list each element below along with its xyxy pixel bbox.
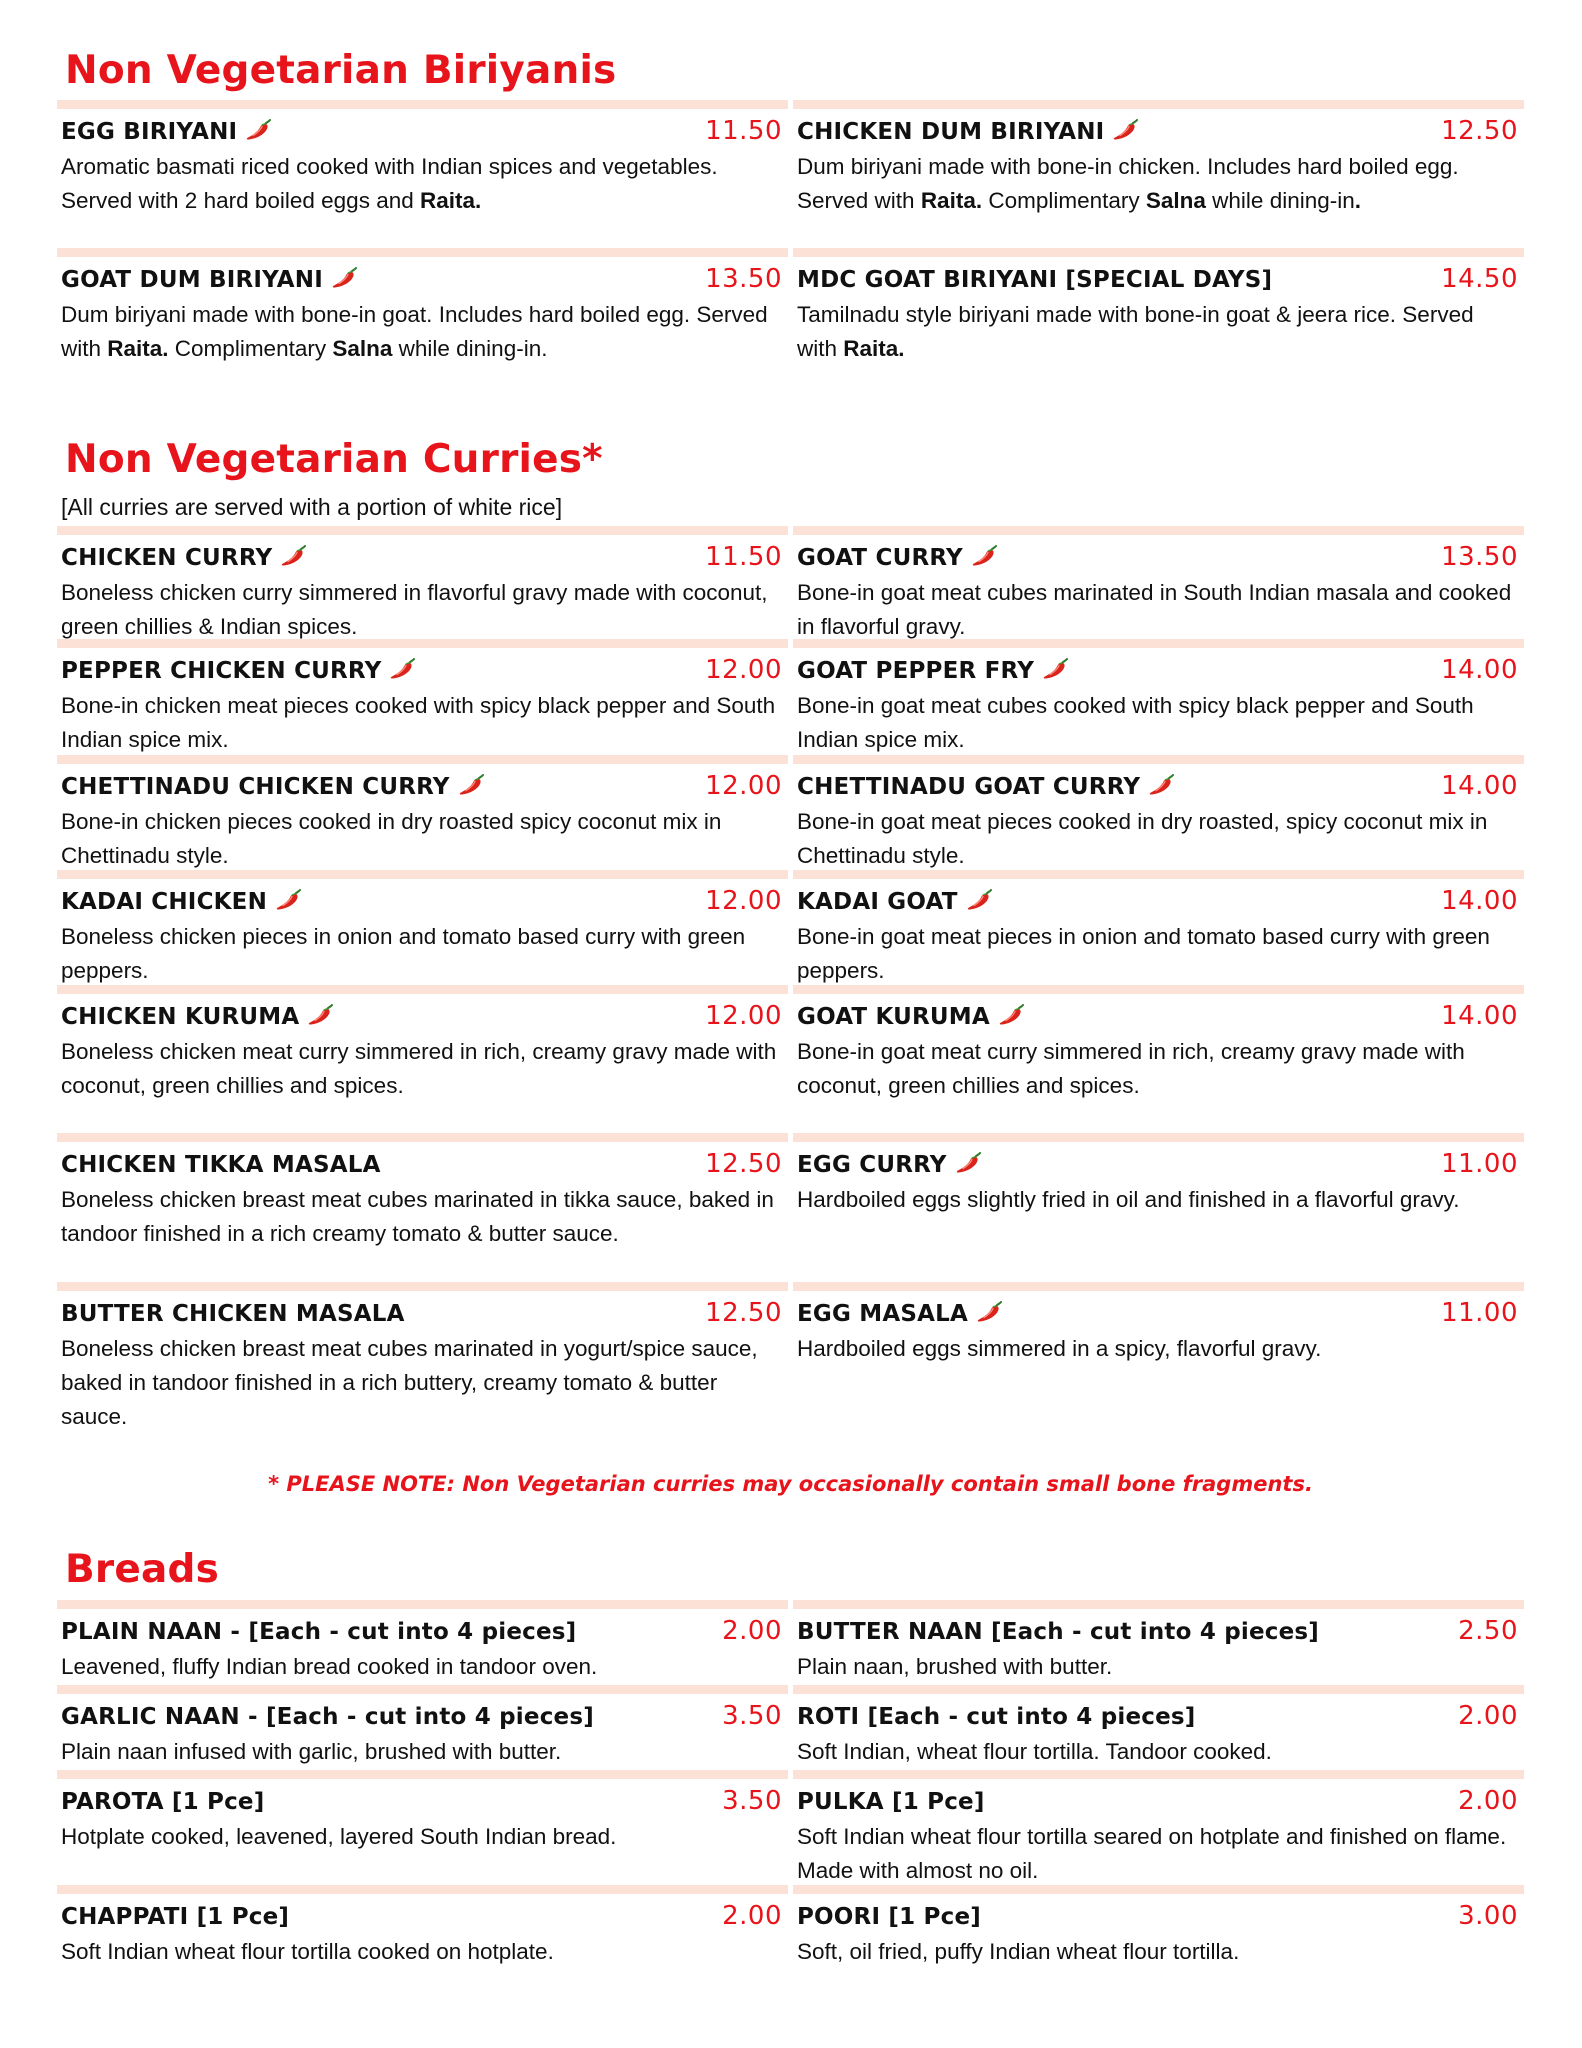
item-description: Soft Indian, wheat flour tortilla. Tandoor cooked. [797, 1739, 1272, 1764]
item-description: Dum biriyani made with bone-in goat. Includes hard boiled egg. Served with Raita. Complimentary Salna while dining-in. [61, 302, 768, 361]
item-description: Soft Indian wheat flour tortilla cooked on hotplate. [61, 1939, 554, 1964]
chili-pepper-icon [245, 119, 271, 141]
item-name: BUTTER NAAN [Each - cut into 4 pieces] [797, 1619, 1320, 1645]
item-price: 13.50 [1441, 542, 1518, 572]
menu-item-egg-masala [793, 1282, 1524, 1431]
item-price: 11.00 [1441, 1149, 1518, 1179]
item-name: CHETTINADU GOAT CURRY [797, 774, 1174, 800]
item-description: Boneless chicken breast meat cubes marinated in yogurt/spice sauce, baked in tandoor finished in a rich buttery, creamy tomato & butter sauce. [61, 1336, 758, 1429]
menu-item-chappati-1-pce [57, 1885, 788, 2000]
chili-pepper-icon [331, 267, 357, 289]
item-description: Bone-in goat meat cubes marinated in South Indian masala and cooked in flavorful gravy. [797, 580, 1512, 639]
menu-item-chettinadu-chicken-curry [57, 755, 788, 870]
menu-item-chicken-dum-biriyani [793, 100, 1524, 248]
menu-row [57, 1885, 1524, 2000]
menu-item-chettinadu-goat-curry [793, 755, 1524, 870]
item-name: GARLIC NAAN - [Each - cut into 4 pieces] [61, 1704, 594, 1730]
item-header [797, 1616, 1518, 1646]
item-price: 13.50 [705, 264, 782, 294]
bone-fragments-note: * PLEASE NOTE: Non Vegetarian curries may occasionally contain small bone fragments. [268, 1472, 1313, 1496]
chili-pepper-icon [998, 1004, 1024, 1026]
item-description: Boneless chicken pieces in onion and tomato based curry with green peppers. [61, 924, 746, 983]
chili-pepper-icon [389, 658, 415, 680]
item-header [61, 1298, 782, 1328]
item-header [797, 264, 1518, 294]
item-price: 14.00 [1441, 1001, 1518, 1031]
item-header [797, 542, 1518, 572]
item-name: EGG MASALA [797, 1301, 1002, 1327]
menu-item-goat-dum-biriyani [57, 248, 788, 398]
menu-item-chicken-tikka-masala [57, 1133, 788, 1282]
menu-row [57, 755, 1524, 870]
menu-item-chicken-kuruma [57, 985, 788, 1133]
item-name: GOAT KURUMA [797, 1004, 1024, 1030]
item-header [797, 886, 1518, 916]
item-name: KADAI CHICKEN [61, 889, 301, 915]
item-name: BUTTER CHICKEN MASALA [61, 1301, 405, 1327]
item-name: ROTI [Each - cut into 4 pieces] [797, 1704, 1196, 1730]
menu-item-kadai-goat [793, 870, 1524, 985]
item-price: 14.50 [1441, 264, 1518, 294]
item-description: Bone-in goat meat pieces in onion and tomato based curry with green peppers. [797, 924, 1490, 983]
item-header [61, 886, 782, 916]
item-description: Soft, oil fried, puffy Indian wheat flour tortilla. [797, 1939, 1240, 1964]
menu-row [57, 1282, 1524, 1431]
menu-row [57, 870, 1524, 985]
item-price: 3.00 [1458, 1901, 1518, 1931]
item-price: 2.00 [1458, 1701, 1518, 1731]
item-price: 14.00 [1441, 886, 1518, 916]
item-header [61, 542, 782, 572]
item-name: CHICKEN CURRY [61, 545, 306, 571]
item-name: EGG CURRY [797, 1152, 981, 1178]
biriyanis-grid [57, 100, 1524, 398]
menu-row [57, 526, 1524, 639]
item-description: Boneless chicken meat curry simmered in rich, creamy gravy made with coconut, green chillies and spices. [61, 1039, 777, 1098]
item-description: Bone-in goat meat curry simmered in rich, creamy gravy made with coconut, green chillies and spices. [797, 1039, 1465, 1098]
menu-item-pepper-chicken-curry [57, 639, 788, 755]
item-description: Leavened, fluffy Indian bread cooked in tandoor oven. [61, 1654, 598, 1679]
item-header [797, 1901, 1518, 1931]
item-name: PLAIN NAAN - [Each - cut into 4 pieces] [61, 1619, 577, 1645]
menu-row [57, 639, 1524, 755]
item-name: GOAT PEPPER FRY [797, 658, 1068, 684]
menu-item-goat-kuruma [793, 985, 1524, 1133]
item-description: Hotplate cooked, leavened, layered South Indian bread. [61, 1824, 617, 1849]
item-description: Plain naan infused with garlic, brushed with butter. [61, 1739, 562, 1764]
item-name: GOAT CURRY [797, 545, 997, 571]
chili-pepper-icon [971, 545, 997, 567]
item-header [61, 116, 782, 146]
item-header [797, 655, 1518, 685]
chili-pepper-icon [955, 1152, 981, 1174]
item-name: GOAT DUM BIRIYANI [61, 267, 357, 293]
item-header [61, 771, 782, 801]
item-description: Bone-in goat meat pieces cooked in dry roasted, spicy coconut mix in Chettinadu style. [797, 809, 1488, 868]
item-header [797, 1298, 1518, 1328]
chili-pepper-icon [280, 545, 306, 567]
item-name: CHAPPATI [1 Pce] [61, 1904, 290, 1930]
menu-item-kadai-chicken [57, 870, 788, 985]
item-price: 12.00 [705, 1001, 782, 1031]
menu-item-egg-curry [793, 1133, 1524, 1282]
menu-item-roti-each-cut-into-4-pieces [793, 1685, 1524, 1770]
menu-item-butter-chicken-masala [57, 1282, 788, 1431]
item-price: 2.50 [1458, 1616, 1518, 1646]
item-header [797, 1149, 1518, 1179]
chili-pepper-icon [966, 889, 992, 911]
item-price: 12.00 [705, 655, 782, 685]
menu-item-mdc-goat-biriyani-special-days [793, 248, 1524, 398]
item-header [797, 771, 1518, 801]
menu-item-chicken-curry [57, 526, 788, 639]
item-price: 12.00 [705, 886, 782, 916]
item-name: MDC GOAT BIRIYANI [SPECIAL DAYS] [797, 267, 1273, 293]
item-description: Bone-in goat meat cubes cooked with spicy black pepper and South Indian spice mix. [797, 693, 1474, 752]
item-header [61, 264, 782, 294]
breads-grid [57, 1600, 1524, 2000]
item-header [61, 1149, 782, 1179]
menu-item-egg-biriyani [57, 100, 788, 248]
item-name: CHETTINADU CHICKEN CURRY [61, 774, 484, 800]
chili-pepper-icon [1112, 119, 1138, 141]
item-header [797, 116, 1518, 146]
menu-row [57, 1133, 1524, 1282]
menu-item-garlic-naan-each-cut-into-4-pieces [57, 1685, 788, 1770]
chili-pepper-icon [1042, 658, 1068, 680]
item-name: PEPPER CHICKEN CURRY [61, 658, 415, 684]
menu-item-pulka-1-pce [793, 1770, 1524, 1885]
chili-pepper-icon [458, 774, 484, 796]
item-header [797, 1786, 1518, 1816]
item-description: Plain naan, brushed with butter. [797, 1654, 1113, 1679]
biriyanis-title: Non Vegetarian Biriyanis [65, 48, 617, 93]
item-header [61, 1701, 782, 1731]
item-name: CHICKEN KURUMA [61, 1004, 333, 1030]
menu-row [57, 1770, 1524, 1885]
item-header [797, 1701, 1518, 1731]
menu-item-parota-1-pce [57, 1770, 788, 1885]
curries-title: Non Vegetarian Curries* [65, 437, 603, 482]
item-price: 14.00 [1441, 655, 1518, 685]
item-description: Boneless chicken breast meat cubes marinated in tikka sauce, baked in tandoor finished in a rich creamy tomato & butter sauce. [61, 1187, 774, 1246]
item-name: PAROTA [1 Pce] [61, 1789, 265, 1815]
item-header [61, 655, 782, 685]
item-description: Tamilnadu style biriyani made with bone-in goat & jeera rice. Served with Raita. [797, 302, 1474, 361]
item-price: 3.50 [722, 1786, 782, 1816]
curries-subnote: [All curries are served with a portion of white rice] [61, 494, 563, 520]
item-name: CHICKEN TIKKA MASALA [61, 1152, 381, 1178]
item-header [61, 1786, 782, 1816]
menu-row [57, 1685, 1524, 1770]
item-description: Bone-in chicken pieces cooked in dry roasted spicy coconut mix in Chettinadu style. [61, 809, 722, 868]
item-header [61, 1901, 782, 1931]
menu-item-plain-naan-each-cut-into-4-pieces [57, 1600, 788, 1685]
item-price: 12.50 [705, 1298, 782, 1328]
item-name: POORI [1 Pce] [797, 1904, 981, 1930]
item-name: CHICKEN DUM BIRIYANI [797, 119, 1138, 145]
menu-item-poori-1-pce [793, 1885, 1524, 2000]
menu-item-butter-naan-each-cut-into-4-pieces [793, 1600, 1524, 1685]
item-name: PULKA [1 Pce] [797, 1789, 985, 1815]
item-price: 12.50 [705, 1149, 782, 1179]
menu-item-goat-curry [793, 526, 1524, 639]
item-header [797, 1001, 1518, 1031]
curries-grid [57, 526, 1524, 1431]
chili-pepper-icon [275, 889, 301, 911]
item-header [61, 1001, 782, 1031]
item-header [61, 1616, 782, 1646]
item-price: 2.00 [722, 1616, 782, 1646]
item-price: 3.50 [722, 1701, 782, 1731]
item-name: KADAI GOAT [797, 889, 992, 915]
menu-row [57, 248, 1524, 398]
item-price: 14.00 [1441, 771, 1518, 801]
item-description: Bone-in chicken meat pieces cooked with spicy black pepper and South Indian spice mix. [61, 693, 776, 752]
item-name: EGG BIRIYANI [61, 119, 271, 145]
item-price: 12.50 [1441, 116, 1518, 146]
item-price: 11.50 [705, 542, 782, 572]
breads-title: Breads [65, 1547, 220, 1592]
item-description: Boneless chicken curry simmered in flavorful gravy made with coconut, green chillies & Indian spices. [61, 580, 768, 639]
chili-pepper-icon [1148, 774, 1174, 796]
item-description: Soft Indian wheat flour tortilla seared on hotplate and finished on flame. Made with almost no oil. [797, 1824, 1507, 1883]
menu-row [57, 100, 1524, 248]
item-description: Aromatic basmati riced cooked with Indian spices and vegetables. Served with 2 hard boiled eggs and Raita. [61, 154, 718, 213]
menu-row [57, 985, 1524, 1133]
item-price: 11.00 [1441, 1298, 1518, 1328]
item-price: 2.00 [1458, 1786, 1518, 1816]
item-description: Dum biriyani made with bone-in chicken. Includes hard boiled egg. Served with Raita. Complimentary Salna while dining-in. [797, 154, 1459, 213]
menu-item-goat-pepper-fry [793, 639, 1524, 755]
item-price: 2.00 [722, 1901, 782, 1931]
item-price: 11.50 [705, 116, 782, 146]
menu-row [57, 1600, 1524, 1685]
item-price: 12.00 [705, 771, 782, 801]
chili-pepper-icon [307, 1004, 333, 1026]
item-description: Hardboiled eggs slightly fried in oil and finished in a flavorful gravy. [797, 1187, 1460, 1212]
item-description: Hardboiled eggs simmered in a spicy, flavorful gravy. [797, 1336, 1322, 1361]
chili-pepper-icon [976, 1301, 1002, 1323]
